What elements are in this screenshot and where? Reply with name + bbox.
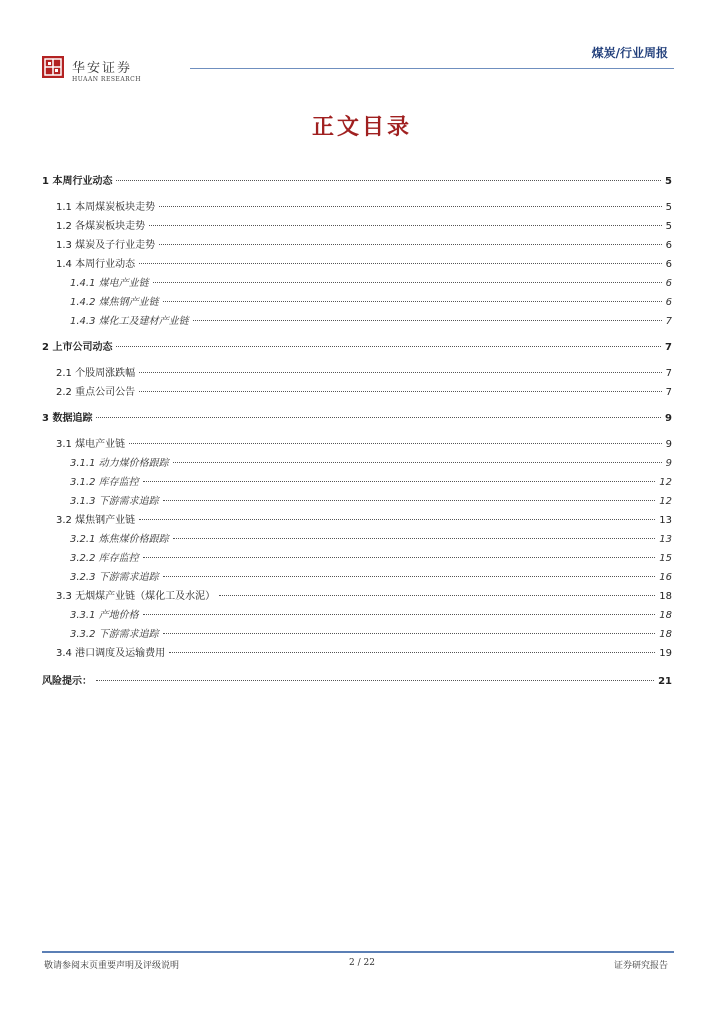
toc-entry-label: 3 数据追踪 [42,413,93,424]
toc-entry[interactable] [42,606,672,624]
toc-entry-label: 1.3 煤炭及子行业走势 [56,240,156,251]
toc-entry[interactable] [42,435,672,453]
toc-dot-leader [116,346,661,347]
footer-report-type: 证券研究报告 [613,961,668,971]
toc-entry[interactable] [42,236,672,254]
toc-entry[interactable] [42,364,672,382]
header-divider [190,68,674,69]
toc-entry-page: 15 [659,553,672,564]
toc-entry-label: 1.4.1 煤电产业链 [70,278,149,289]
toc-dot-leader [163,500,656,501]
toc-entry-label: 1.1 本周煤炭板块走势 [56,202,156,213]
toc-dot-leader [163,633,656,634]
toc-entry[interactable] [42,312,672,330]
toc-dot-leader [169,652,655,653]
toc-entry[interactable] [42,217,672,235]
toc-dot-leader [139,263,662,264]
toc-entry[interactable] [42,172,672,190]
toc-entry-page: 13 [659,534,672,545]
toc-dot-leader [129,443,662,444]
toc-dot-leader [143,614,656,615]
toc-dot-leader [96,417,661,418]
toc-entry[interactable] [42,511,672,529]
toc-entry-page: 18 [659,591,672,602]
toc-entry-label: 2.1 个股周涨跌幅 [56,368,136,379]
toc-entry[interactable] [42,587,672,605]
toc-dot-leader [116,180,661,181]
toc-entry-label: 3.3.1 产地价格 [70,610,139,621]
toc-entry-page: 21 [658,676,672,687]
toc-entry[interactable] [42,409,672,427]
toc-entry-label: 3.1.1 动力煤价格跟踪 [70,458,169,469]
toc-entry-page: 12 [659,496,672,507]
page-title: 正文目录 [311,114,412,140]
toc-entry-page: 5 [665,202,672,213]
logo-name: 华安证券 [72,61,133,76]
toc-dot-leader [139,391,662,392]
toc-entry-label: 2 上市公司动态 [42,342,113,353]
toc-entry-label: 3.1.3 下游需求追踪 [70,496,159,507]
toc-entry-page: 5 [665,176,672,187]
toc-dot-leader [159,206,662,207]
footer-disclaimer: 敬请参阅末页重要声明及评级说明 [44,961,180,971]
toc-entry-page: 13 [659,515,672,526]
toc-entry-page: 9 [665,458,672,469]
toc-entry[interactable] [42,530,672,548]
toc-entry[interactable] [42,672,672,690]
toc-entry-label: 3.1 煤电产业链 [56,439,126,450]
toc-entry-label: 3.4 港口调度及运输费用 [56,648,166,659]
toc-entry-page: 7 [665,316,672,327]
toc-dot-leader [173,538,656,539]
footer-divider [42,951,674,953]
toc-entry[interactable] [42,383,672,401]
toc-dot-leader [143,481,656,482]
toc-entry-page: 6 [665,297,672,308]
toc-dot-leader [163,301,662,302]
toc-entry[interactable] [42,293,672,311]
toc-entry-label: 风险提示： [42,676,92,687]
toc-entry-label: 3.2.1 炼焦煤价格跟踪 [70,534,169,545]
toc-entry-page: 7 [665,342,672,353]
toc-entry[interactable] [42,274,672,292]
toc-entry[interactable] [42,549,672,567]
toc-entry-label: 3.3 无烟煤产业链（煤化工及水泥） [56,591,216,602]
toc-entry-label: 3.1.2 库存监控 [70,477,139,488]
toc-entry-label: 3.3.2 下游需求追踪 [70,629,159,640]
toc-dot-leader [96,680,654,681]
page-header [42,44,674,88]
huaan-logo-icon [42,56,64,78]
toc-entry-label: 3.2.3 下游需求追踪 [70,572,159,583]
toc-entry[interactable] [42,338,672,356]
toc-dot-leader [159,244,662,245]
toc-dot-leader [139,519,655,520]
toc-entry-label: 1.4 本周行业动态 [56,259,136,270]
toc-entry-page: 7 [665,368,672,379]
toc-entry-label: 1.2 各煤炭板块走势 [56,221,146,232]
toc-entry-label: 3.2 煤焦钢产业链 [56,515,136,526]
toc-entry[interactable] [42,644,672,662]
toc-entry-page: 6 [665,278,672,289]
toc-entry-label: 2.2 重点公司公告 [56,387,136,398]
toc-dot-leader [143,557,656,558]
toc-entry-label: 1.4.3 煤化工及建材产业链 [70,316,189,327]
logo-subtitle: HUAAN RESEARCH [72,76,141,83]
toc-entry-page: 18 [659,629,672,640]
toc-entry-page: 6 [665,240,672,251]
toc-entry-page: 5 [665,221,672,232]
toc-dot-leader [153,282,662,283]
toc-entry-label: 1.4.2 煤焦钢产业链 [70,297,159,308]
toc-entry-page: 6 [665,259,672,270]
toc-entry-page: 9 [665,413,672,424]
toc-entry-page: 12 [659,477,672,488]
toc-entry[interactable] [42,454,672,472]
toc-dot-leader [193,320,662,321]
toc-entry[interactable] [42,255,672,273]
toc-entry[interactable] [42,198,672,216]
toc-dot-leader [219,595,655,596]
page-number: 2 / 22 [349,958,375,968]
toc-entry-page: 16 [659,572,672,583]
toc-entry-page: 9 [665,439,672,450]
toc-dot-leader [163,576,656,577]
toc-entry-page: 18 [659,610,672,621]
toc-entry[interactable] [42,568,672,586]
report-category: 煤炭/行业周报 [591,46,668,60]
toc-dot-leader [139,372,662,373]
toc-entry-label: 3.2.2 库存监控 [70,553,139,564]
toc-entry-page: 19 [659,648,672,659]
toc-dot-leader [173,462,662,463]
toc-entry-label: 1 本周行业动态 [42,176,113,187]
toc-entry-page: 7 [665,387,672,398]
toc-entry[interactable] [42,473,672,491]
toc-entry[interactable] [42,625,672,643]
toc-dot-leader [149,225,662,226]
toc-entry[interactable] [42,492,672,510]
